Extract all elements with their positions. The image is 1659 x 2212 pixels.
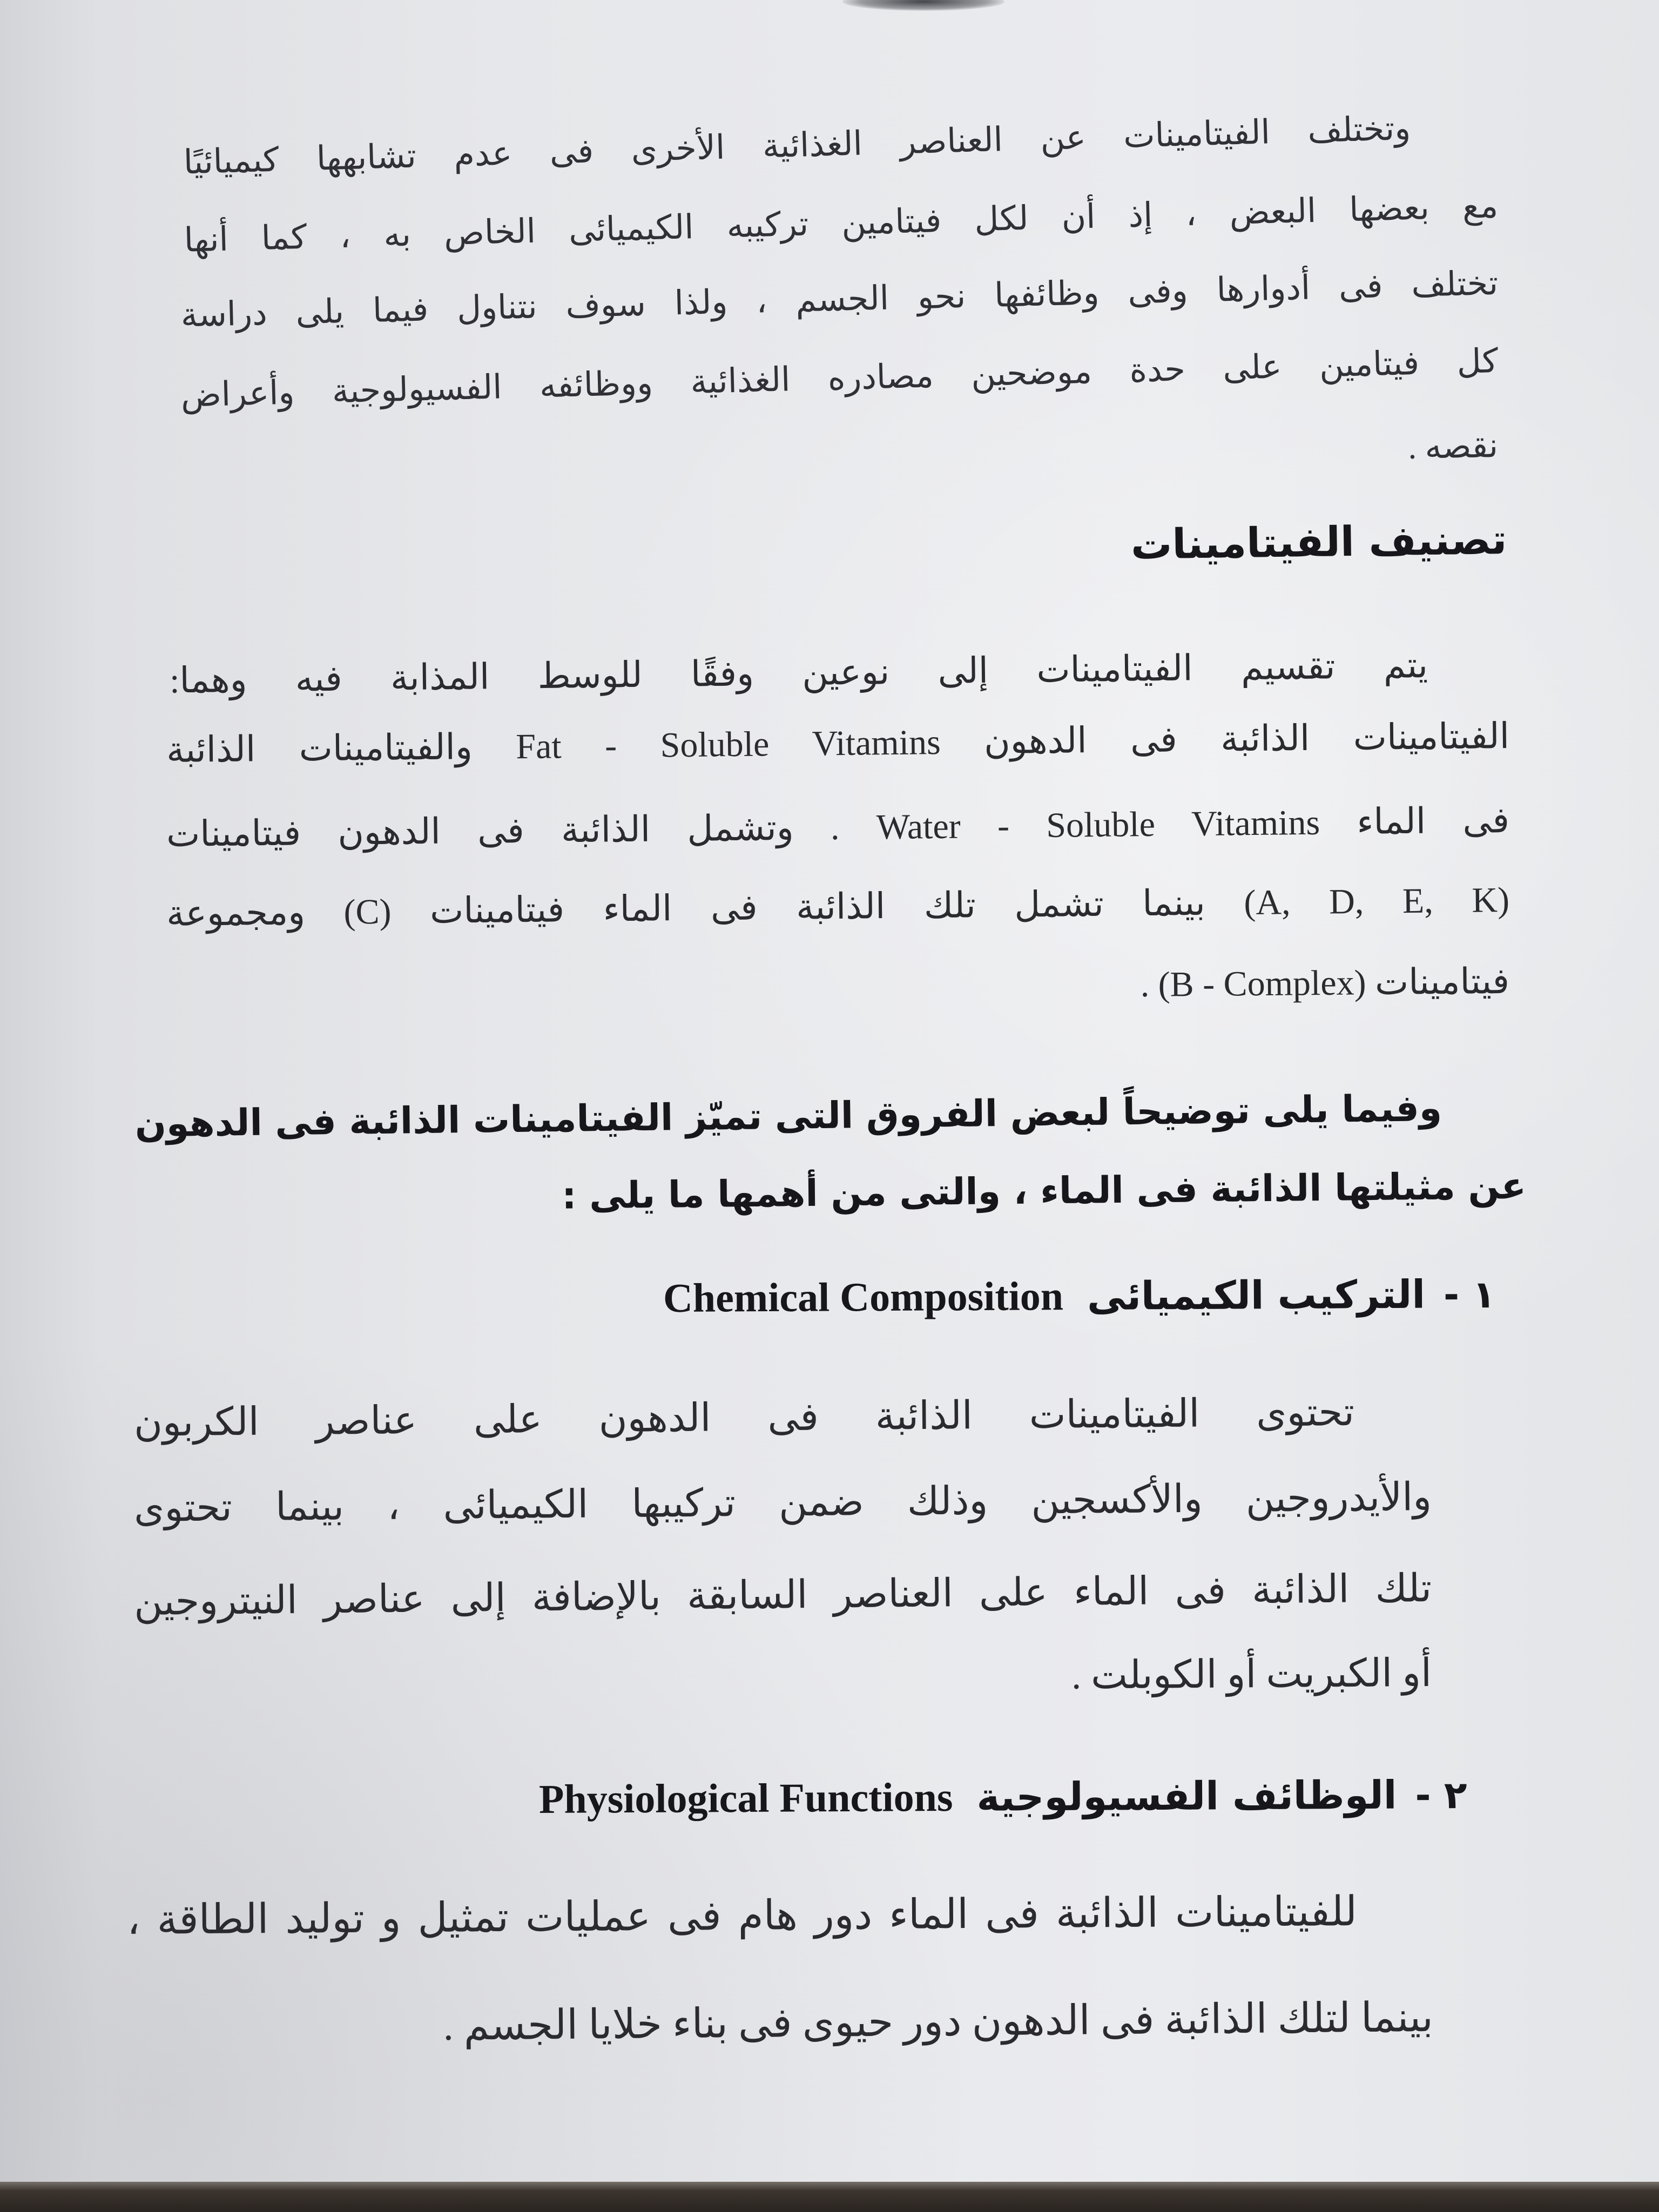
paragraph-1-line: مع بعضها البعض ، إذ أن لكل فيتامين تركيبه الكيميائى الخاص به ، كما أنها (183, 188, 1499, 259)
paragraph-4-line: أو الكبريت أو الكوبلت . (1071, 1651, 1432, 1697)
paragraph-1-line: نقصه . (1407, 428, 1499, 466)
subsection-title-arabic: التركيب الكيميائى (1087, 1271, 1426, 1319)
subsection-title-english: Physiological Functions (539, 1774, 954, 1822)
paragraph-1-line: تختلف فى أدوارها وفى وظائفها نحو الجسم ، ولذا سوف نتناول فيما يلى دراسة (180, 265, 1499, 334)
bold-paragraph-line: وفيما يلى توضيحاً لبعض الفروق التى تميّز الفيتامينات الذائبة فى الدهون (134, 1087, 1442, 1146)
subsection-number: ٢ - (1415, 1773, 1468, 1818)
subsection-title-english: Chemical Composition (663, 1273, 1064, 1321)
subsection-heading-chemical-composition (663, 1264, 1496, 1328)
bold-paragraph-line: عن مثيلتها الذائبة فى الماء ، والتى من أهمها ما يلى : (561, 1165, 1527, 1218)
paragraph-2-line: الفيتامينات الذائبة فى الدهون Fat - Soluble Vitamins والفيتامينات الذائبة (166, 717, 1510, 771)
paragraph-2-line: فيتامينات (B - Complex) . (1140, 962, 1510, 1004)
subsection-title-arabic: الوظائف الفسيولوجية (976, 1772, 1398, 1820)
top-edge-shadow (842, 0, 1004, 11)
floor-edge (0, 2182, 1659, 2212)
section-heading: تصنيف الفيتامينات (1130, 515, 1507, 569)
paragraph-2-line: (A, D, E, K) بينما تشمل تلك الذائبة فى الماء فيتامينات (C) ومجموعة (166, 880, 1510, 934)
subsection-heading-physiological-functions (539, 1765, 1467, 1829)
paragraph-2-line: فى الماء Water - Soluble Vitamins . وتشمل الذائبة فى الدهون فيتامينات (166, 801, 1510, 855)
paragraph-5-line: للفيتامينات الذائبة فى الماء دور هام فى عمليات تمثيل و توليد الطاقة ، (126, 1889, 1358, 1943)
paragraph-1-line: كل فيتامين على حدة موضحين مصادره الغذائية ووظائفه الفسيولوجية وأعراض (180, 343, 1499, 414)
subsection-number: ١ - (1443, 1272, 1496, 1317)
paragraph-4-line: تلك الذائبة فى الماء على العناصر السابقة بالإضافة إلى عناصر النيتروجين (133, 1567, 1432, 1624)
paragraph-4-line: والأيدروجين والأكسجين وذلك ضمن تركيبها الكيميائى ، بينما تحتوى (133, 1475, 1432, 1530)
paragraph-4-line: تحتوى الفيتامينات الذائبة فى الدهون على عناصر الكربون (133, 1391, 1355, 1445)
paragraph-5-line: بينما لتلك الذائبة فى الدهون دور حيوى فى بناء خلايا الجسم . (443, 1995, 1434, 2049)
paragraph-2-line: يتم تقسيم الفيتامينات إلى نوعين وفقًا للوسط المذابة فيه وهما: (169, 646, 1428, 701)
paragraph-1-line: وتختلف الفيتامينات عن العناصر الغذائية الأخرى فى عدم تشابهها كيميائيًا (183, 110, 1411, 181)
